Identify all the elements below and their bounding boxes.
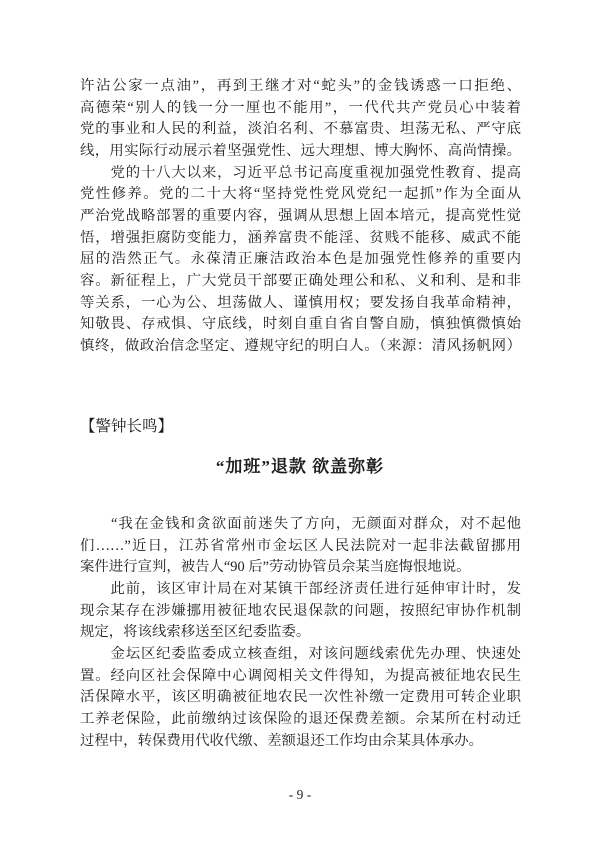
text-line: 此前，该区审计局在对某镇干部经济责任进行延伸审计时，发	[80, 580, 521, 597]
text-line: 过程中，转保费用代收代缴、差额退还工作均由佘某具体承办。	[80, 732, 483, 749]
text-line: 严治党战略部署的重要内容，强调从思想上固本培元，提高党性觉	[80, 207, 521, 224]
text-line: 党性修养。党的二十大将“坚持党性党风党纪一起抓”作为全面从	[80, 186, 521, 203]
text-line: 容。新征程上，广大党员干部要正确处理公和私、义和利、是和非	[80, 272, 521, 289]
text-line: 活保障水平，该区明确被征地农民一次性补缴一定费用可转企业职	[80, 689, 521, 706]
article-title: “加班”退款 欲盖弥彰	[215, 457, 385, 476]
text-line: 工养老保险，此前缴纳过该保险的退还保费差额。佘某所在村动迁	[80, 710, 521, 727]
text-line: 悟，增强拒腐防变能力，涵养富贵不能淫、贫贱不能移、威武不能	[80, 229, 521, 246]
text-line: 现佘某存在涉嫌挪用被征地农民退保款的问题，按照纪审协作机制	[80, 602, 521, 619]
text-line: 金坛区纪委监委成立核查组，对该问题线索优先办理、快速处	[80, 645, 521, 662]
page-number: - 9 -	[288, 787, 312, 802]
text-line: 线，用实际行动展示着坚强党性、远大理想、博大胸怀、高尚情操。	[80, 142, 521, 159]
text-line: 党的事业和人民的利益，淡泊名利、不慕富贵、坦荡无私、严守底	[80, 121, 521, 138]
text-line: 等关系，一心为公、坦荡做人、谨慎用权；要发扬自我革命精神，	[80, 294, 521, 311]
text-line: 置。经向区社会保障中心调阅相关文件得知，为提高被征地农民生	[80, 667, 521, 684]
text-line: 案件进行宣判，被告人“90 后”劳动协管员佘某当庭悔恨地说。	[80, 559, 471, 576]
text-line: 们……”近日，江苏省常州市金坛区人民法院对一起非法截留挪用	[80, 537, 521, 554]
body-text-article	[80, 514, 521, 752]
text-line: 慎终，做政治信念坚定、遵规守纪的明白人。（来源：清风扬帆网）	[80, 337, 521, 354]
section-label: 【警钟长鸣】	[80, 418, 174, 435]
text-line: 屈的浩然正气。永葆清正廉洁政治本色是加强党性修养的重要内	[80, 251, 521, 268]
text-line: 许沾公家一点油”，再到王继才对“蛇头”的金钱诱惑一口拒绝、	[80, 78, 521, 94]
body-text-top	[80, 76, 521, 358]
text-line: 规定，将该线索移送至区纪委监委。	[80, 624, 311, 641]
text-line: 知敬畏、存戒惧、守底线，时刻自重自省自警自励，慎独慎微慎始	[80, 316, 521, 333]
text-line: “我在金钱和贪欲面前迷失了方向，无颜面对群众，对不起他	[80, 516, 521, 532]
text-line: 党的十八大以来，习近平总书记高度重视加强党性教育、提高	[80, 164, 521, 181]
text-line: 高德荣“别人的钱一分一厘也不能用”，一代代共产党员心中装着	[80, 99, 521, 116]
